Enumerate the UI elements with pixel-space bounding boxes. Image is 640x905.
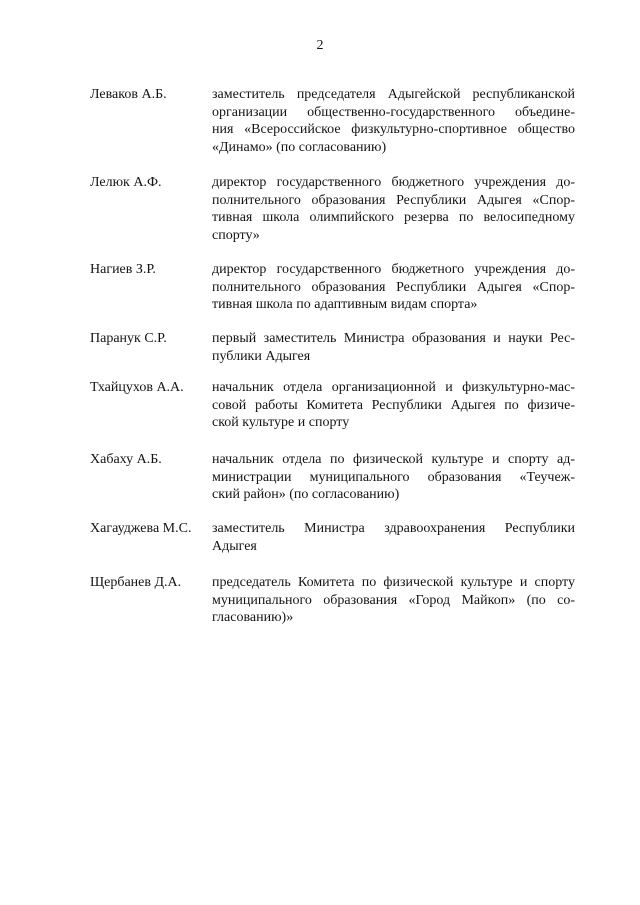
member-name: Тхайцухов А.А. bbox=[90, 380, 184, 395]
position-line: заместитель Министра здравоохранения Республики bbox=[212, 521, 575, 536]
position-line: полнительного образования Республики Адыгея «Спор- bbox=[212, 279, 575, 295]
position-line: ской культуре и спорту bbox=[212, 415, 350, 430]
position-line: муниципального образования «Город Майкоп» (по со- bbox=[212, 592, 575, 608]
position-line: директор государственного бюджетного учреждения до- bbox=[212, 175, 575, 190]
position-line: ский район» (по согласованию) bbox=[212, 487, 400, 502]
position-line: тивная школа олимпийского резерва по велосипедному bbox=[212, 210, 575, 225]
page-number: 2 bbox=[316, 38, 324, 53]
member-name: Леваков А.Б. bbox=[90, 87, 167, 102]
position-line: заместитель председателя Адыгейской республиканской bbox=[212, 87, 575, 102]
position-line: председатель Комитета по физической культуре и спорту bbox=[212, 575, 575, 590]
member-name: Нагиев З.Р. bbox=[90, 262, 156, 277]
position-line: ния «Всероссийское физкультурно-спортивное общество bbox=[212, 122, 575, 137]
position-line: начальник отдела организационной и физкультурно-мас- bbox=[212, 380, 575, 395]
position-line: министрации муниципального образования «Теучеж- bbox=[212, 469, 575, 485]
position-line: публики Адыгея bbox=[212, 348, 311, 364]
position-line: директор государственного бюджетного учреждения до- bbox=[212, 262, 575, 277]
member-position bbox=[212, 451, 575, 504]
member-name: Щербанев Д.А. bbox=[90, 575, 182, 590]
position-line: гласованию)» bbox=[212, 610, 294, 625]
member-position bbox=[212, 86, 575, 156]
member-position bbox=[212, 574, 575, 627]
position-line: первый заместитель Министра образования и науки Рес- bbox=[212, 331, 575, 346]
position-line: полнительного образования Республики Адыгея «Спор- bbox=[212, 192, 575, 208]
member-position bbox=[212, 330, 575, 365]
member-name: Хабаху А.Б. bbox=[90, 452, 162, 467]
position-line: совой работы Комитета Республики Адыгея по физиче- bbox=[212, 397, 575, 413]
member-position bbox=[212, 261, 575, 314]
position-line: тивная школа по адаптивным видам спорта» bbox=[212, 297, 478, 312]
position-line: Адыгея bbox=[212, 538, 257, 554]
position-line: «Динамо» (по согласованию) bbox=[212, 139, 387, 155]
position-line: начальник отдела по физической культуре и спорту ад- bbox=[212, 452, 575, 467]
member-position bbox=[212, 379, 575, 432]
member-name: Лелюк А.Ф. bbox=[90, 175, 162, 190]
member-position bbox=[212, 174, 575, 244]
member-name: Паранук С.Р. bbox=[90, 331, 167, 346]
member-name: Хагауджева М.С. bbox=[90, 521, 192, 536]
member-position bbox=[212, 520, 575, 555]
position-line: спорту» bbox=[212, 227, 260, 243]
position-line: организации общественно-государственного объедине- bbox=[212, 104, 575, 120]
